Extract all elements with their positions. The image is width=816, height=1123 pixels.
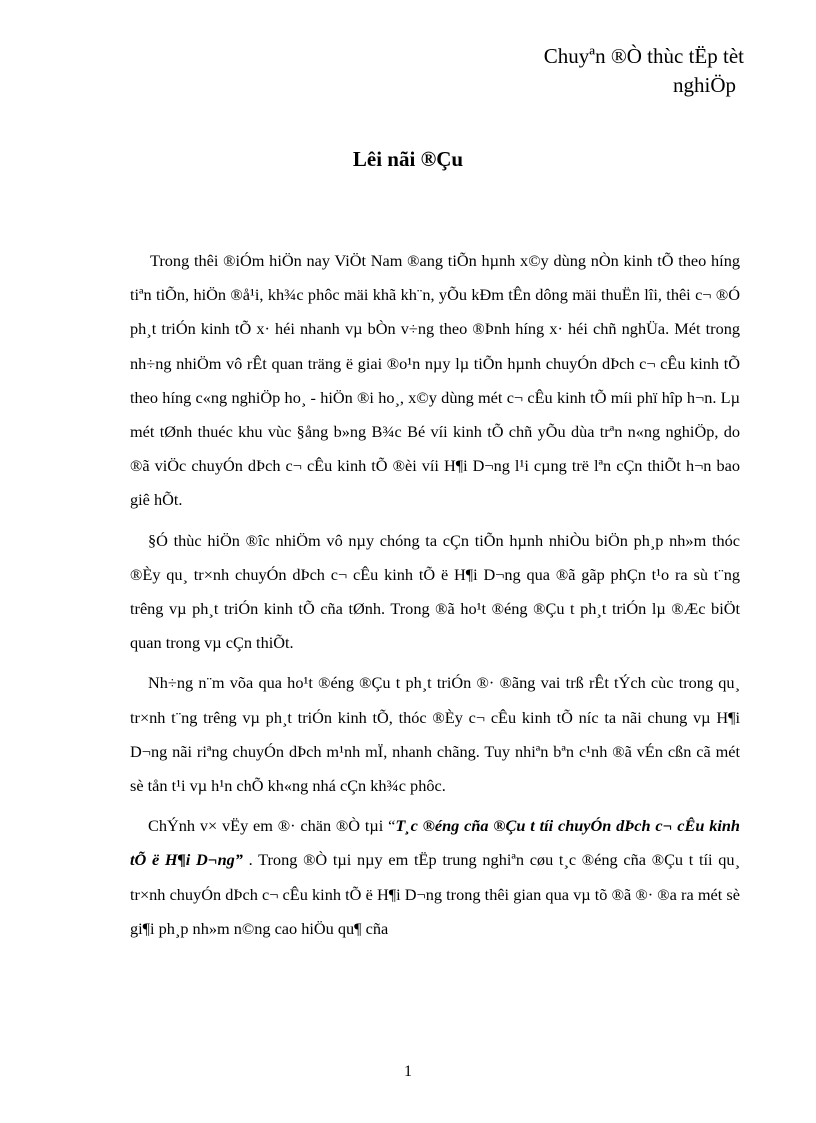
paragraph-2: §Ó thùc hiÖn ®îc nhiÖm vô nµy chóng ta cÇn tiÕn hµnh nhiÒu biÖn ph¸p nh»m thóc ®Èy qu¸ tr×nh chuyÓn dÞch c¬ cÊu kinh tÕ ë H¶i D¬ng qua ®ã gãp phÇn t¹o ra sù t¨ng trêng vµ ph¸t triÓn kinh tÕ cña tØnh. Trong ®ã ho¹t ®éng ®Çu t ph¸t triÓn lµ ®Æc biÖt quan trong vµ cÇn thiÕt. xyxy=(130,530,740,653)
paragraph-4 xyxy=(130,809,740,946)
running-header xyxy=(464,42,744,100)
paragraph-4-intro: ChÝnh v× vËy em ®· chän ®Ò tµi “ xyxy=(148,816,396,836)
header-line-2: nghiÖp xyxy=(673,73,736,97)
body-text xyxy=(130,244,740,952)
thesis-topic-title: T¸c ®éng cña ®Çu t tíi chuyÓn dÞch c¬ cÊu kinh tÕ ë H¶i D¬ng” xyxy=(130,816,740,870)
page-number: 1 xyxy=(404,1063,412,1080)
page-title: Lêi nãi ®Çu xyxy=(352,147,464,171)
paragraph-3: Nh÷ng n¨m võa qua ho¹t ®éng ®Çu t ph¸t triÓn ®· ®ãng vai trß rÊt tÝch cùc trong qu¸ tr×nh t¨ng trêng vµ ph¸t triÓn kinh tÕ, thóc ®Èy c¬ cÊu kinh tÕ níc ta nãi chung vµ H¶i D¬ng nãi riªng chuyÓn dÞch m¹nh mÏ, nhanh chãng. Tuy nhiªn bªn c¹nh ®ã vÉn cßn cã mét sè tån t¹i vµ h¹n chÕ kh«ng nhá cÇn kh¾c phôc. xyxy=(130,673,740,796)
paragraph-1: Trong thêi ®iÓm hiÖn nay ViÖt Nam ®ang tiÕn hµnh x©y dùng nÒn kinh tÕ theo híng tiªn tiÕn, hiÖn ®å¹i, kh¾c phôc mäi khã kh¨n, yÕu kÐm tÊn dông mäi thuËn lîi, thêi c¬ ®Ó ph¸t triÓn kinh tÕ x· héi nhanh vµ bÒn v÷ng theo ®Þnh híng x· héi chñ nghÜa. Mét trong nh÷ng nhiÖm vô rÊt quan träng ë giai ®o¹n nµy lµ tiÕn hµnh chuyÓn dÞch c¬ cÊu kinh tÕ theo híng c«ng nghiÖp ho¸ - hiÖn ®i ho¸, x©y dùng mét c¬ cÊu kinh tÕ míi phï hîp h¬n. Lµ mét tØnh thuéc khu vùc §ång b»ng B¾c Bé víi kinh tÕ chñ yÕu dùa trªn n«ng nghiÖp, do ®ã viÖc chuyÓn dÞch c¬ cÊu kinh tÕ ®èi víi H¶i D¬ng l¹i cµng trë lªn cÇn thiÕt h¬n bao giê hÕt. xyxy=(130,251,740,510)
paragraph-4-rest: . Trong ®Ò tµi nµy em tËp trung nghiªn cøu t¸c ®éng cña ®Çu t tíi qu¸ tr×nh chuyÓn dÞch c¬ cÊu kinh tÕ ë H¶i D¬ng trong thêi gian qua vµ tõ ®ã ®· ®a ra mét sè gi¶i ph¸p nh»m n©ng cao hiÖu qu¶ cña xyxy=(130,850,740,938)
header-line-1: Chuyªn ®Ò thùc tËp tèt xyxy=(543,44,744,68)
